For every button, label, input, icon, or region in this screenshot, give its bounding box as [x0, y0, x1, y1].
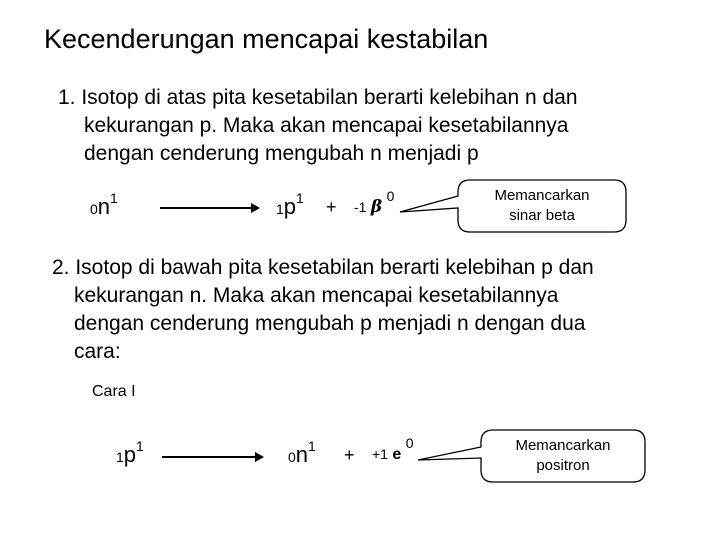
item-1-line-1: 1. Isotop di atas pita kesetabilan berarti kelebihan n dan — [58, 86, 578, 109]
item-2-line-4: cara: — [74, 340, 121, 363]
positron-symbol: e — [392, 446, 402, 463]
callout-2-line-1: Memancarkan — [515, 437, 611, 454]
callout-2-text — [481, 436, 645, 476]
item-2-line-3: dengan cenderung mengubah p menjadi n dengan dua — [74, 312, 586, 335]
reaction-1-reactant-mass-number: 1 — [110, 190, 118, 206]
reaction-2-product-1-mass-number: 1 — [308, 438, 316, 454]
reaction-2-reactant-mass-number: 1 — [136, 438, 144, 454]
reaction-2-reactant-atomic-number: 1 — [116, 449, 124, 465]
item-1-line-2: kekurangan p. Maka akan mencapai kesetabilannya — [84, 114, 569, 137]
item-2-line-1: 2. Isotop di bawah pita kesetabilan berarti kelebihan p dan — [52, 256, 594, 279]
slide-title: Kecenderungan mencapai kestabilan — [44, 24, 489, 54]
reaction-1-plus-sign: + — [326, 197, 337, 217]
reaction-2-product-1-atomic-number: 0 — [288, 449, 296, 465]
reaction-1-reactant-symbol: n — [97, 194, 111, 219]
reaction-1-product-1-mass-number: 1 — [296, 190, 304, 206]
item-2-line-2: kekurangan n. Maka akan mencapai kesetabilannya — [74, 284, 559, 307]
callout-1-line-1: Memancarkan — [494, 187, 590, 204]
callout-1-text — [458, 186, 626, 226]
method-label: Cara I — [92, 383, 136, 400]
reaction-1-reactant-atomic-number: 0 — [90, 201, 98, 217]
callout-1-line-2: sinar beta — [509, 207, 575, 224]
reaction-2-plus-sign: + — [344, 445, 355, 465]
reaction-1-product-2-mass-number: 0 — [386, 188, 395, 204]
item-2-paragraph — [52, 254, 594, 366]
beta-particle-symbol: β — [370, 197, 383, 217]
callout-2-line-2: positron — [536, 457, 590, 474]
reaction-1-product-1-atomic-number: 1 — [276, 201, 284, 217]
reaction-1-product-1-symbol: p — [283, 194, 297, 219]
reaction-2-product-1-symbol: n — [295, 442, 309, 467]
item-1-line-3: dengan cenderung mengubah n menjadi p — [84, 142, 479, 165]
reaction-2-product-2-mass-number: 0 — [405, 435, 414, 451]
reaction-2-reactant-symbol: p — [123, 442, 137, 467]
reaction-1-product-2-charge: -1 — [354, 199, 367, 215]
reaction-2-product-2-charge: +1 — [372, 446, 388, 462]
